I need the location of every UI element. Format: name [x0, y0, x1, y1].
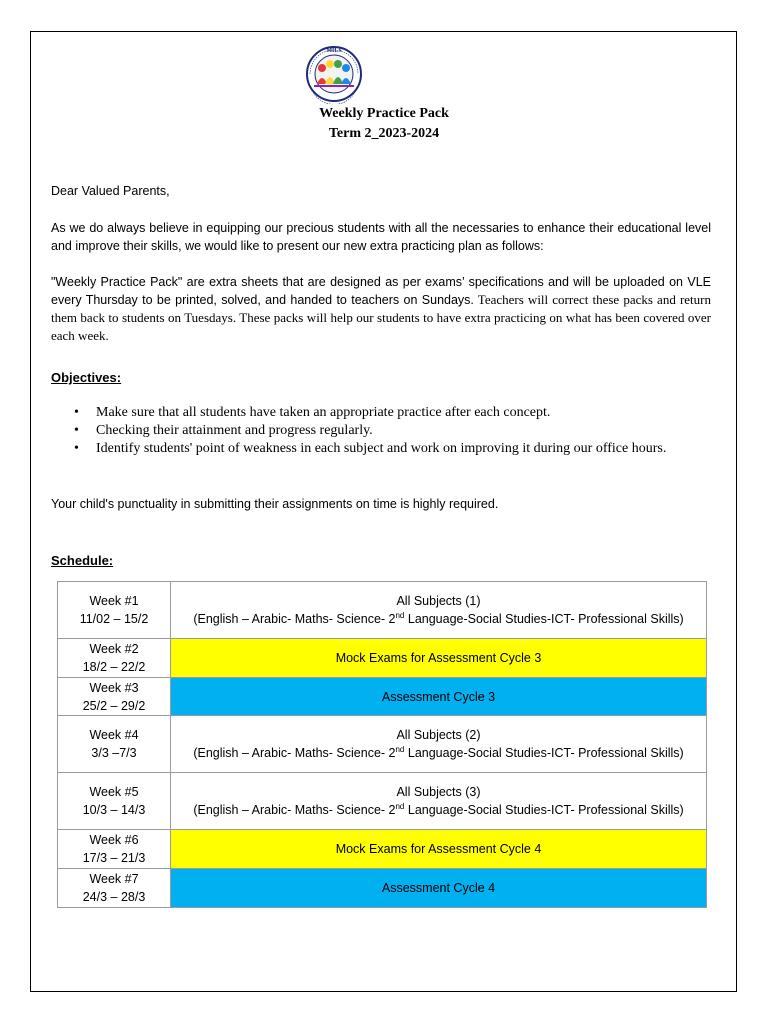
week-cell: Week #2 18/2 – 22/2 [58, 639, 171, 678]
objective-item: • Identify students' point of weakness in each subject and work on improving it during our office hours. [74, 440, 704, 458]
document-title: Weekly Practice Pack [319, 106, 449, 121]
greeting: Dear Valued Parents, [51, 184, 170, 198]
schedule-heading: Schedule: [51, 553, 114, 568]
week-cell: Week #4 3/3 –7/3 [58, 716, 171, 773]
table-row [58, 773, 707, 830]
activity-cell: Mock Exams for Assessment Cycle 4 [171, 830, 707, 869]
week-cell: Week #6 17/3 – 21/3 [58, 830, 171, 869]
objectives-heading: Objectives: [51, 370, 122, 385]
table-row [58, 639, 707, 678]
schedule-table [57, 581, 707, 908]
week-cell: Week #3 25/2 – 29/2 [58, 678, 171, 716]
activity-cell: Assessment Cycle 3 [171, 678, 707, 716]
description-part-2: Teachers will correct these packs and return them back to students on Tuesdays. These packs will help our students to have extra practicing on what has been covered over each week. [51, 292, 711, 343]
description-part-1: "Weekly Practice Pack" are extra sheets that are designed as per exams’ specifications and will be uploaded on VLE every Thursday to be printed, solved, and handed to teachers on Sundays. [51, 275, 711, 307]
table-row [58, 869, 707, 908]
table-row [58, 582, 707, 639]
objectives-list [74, 404, 704, 458]
activity-cell: All Subjects (3) (English – Arabic- Maths- Science- 2nd Language-Social Studies-ICT- Professional Skills) [171, 773, 707, 830]
week-cell: Week #7 24/3 – 28/3 [58, 869, 171, 908]
activity-cell: Assessment Cycle 4 [171, 869, 707, 908]
objective-item: • Checking their attainment and progress regularly. [74, 422, 704, 440]
table-row [58, 830, 707, 869]
document-term: Term 2_2023-2024 [328, 126, 440, 141]
school-logo [304, 44, 364, 104]
svg-text:MILS: MILS [326, 48, 342, 54]
table-row [58, 678, 707, 716]
week-cell: Week #1 11/02 – 15/2 [58, 582, 171, 639]
objective-item: • Make sure that all students have taken an appropriate practice after each concept. [74, 404, 704, 422]
table-row [58, 716, 707, 773]
activity-cell: All Subjects (1) (English – Arabic- Maths- Science- 2nd Language-Social Studies-ICT- Professional Skills) [171, 582, 707, 639]
activity-cell: Mock Exams for Assessment Cycle 3 [171, 639, 707, 678]
description-paragraph [51, 273, 711, 345]
intro-paragraph: As we do always believe in equipping our precious students with all the necessaries to enhance their educational level and improve their skills, we would like to present our new extra practicing plan as follows: [51, 221, 711, 253]
activity-cell: All Subjects (2) (English – Arabic- Maths- Science- 2nd Language-Social Studies-ICT- Professional Skills) [171, 716, 707, 773]
punctuality-note: Your child's punctuality in submitting their assignments on time is highly required. [51, 497, 499, 511]
week-cell: Week #5 10/3 – 14/3 [58, 773, 171, 830]
